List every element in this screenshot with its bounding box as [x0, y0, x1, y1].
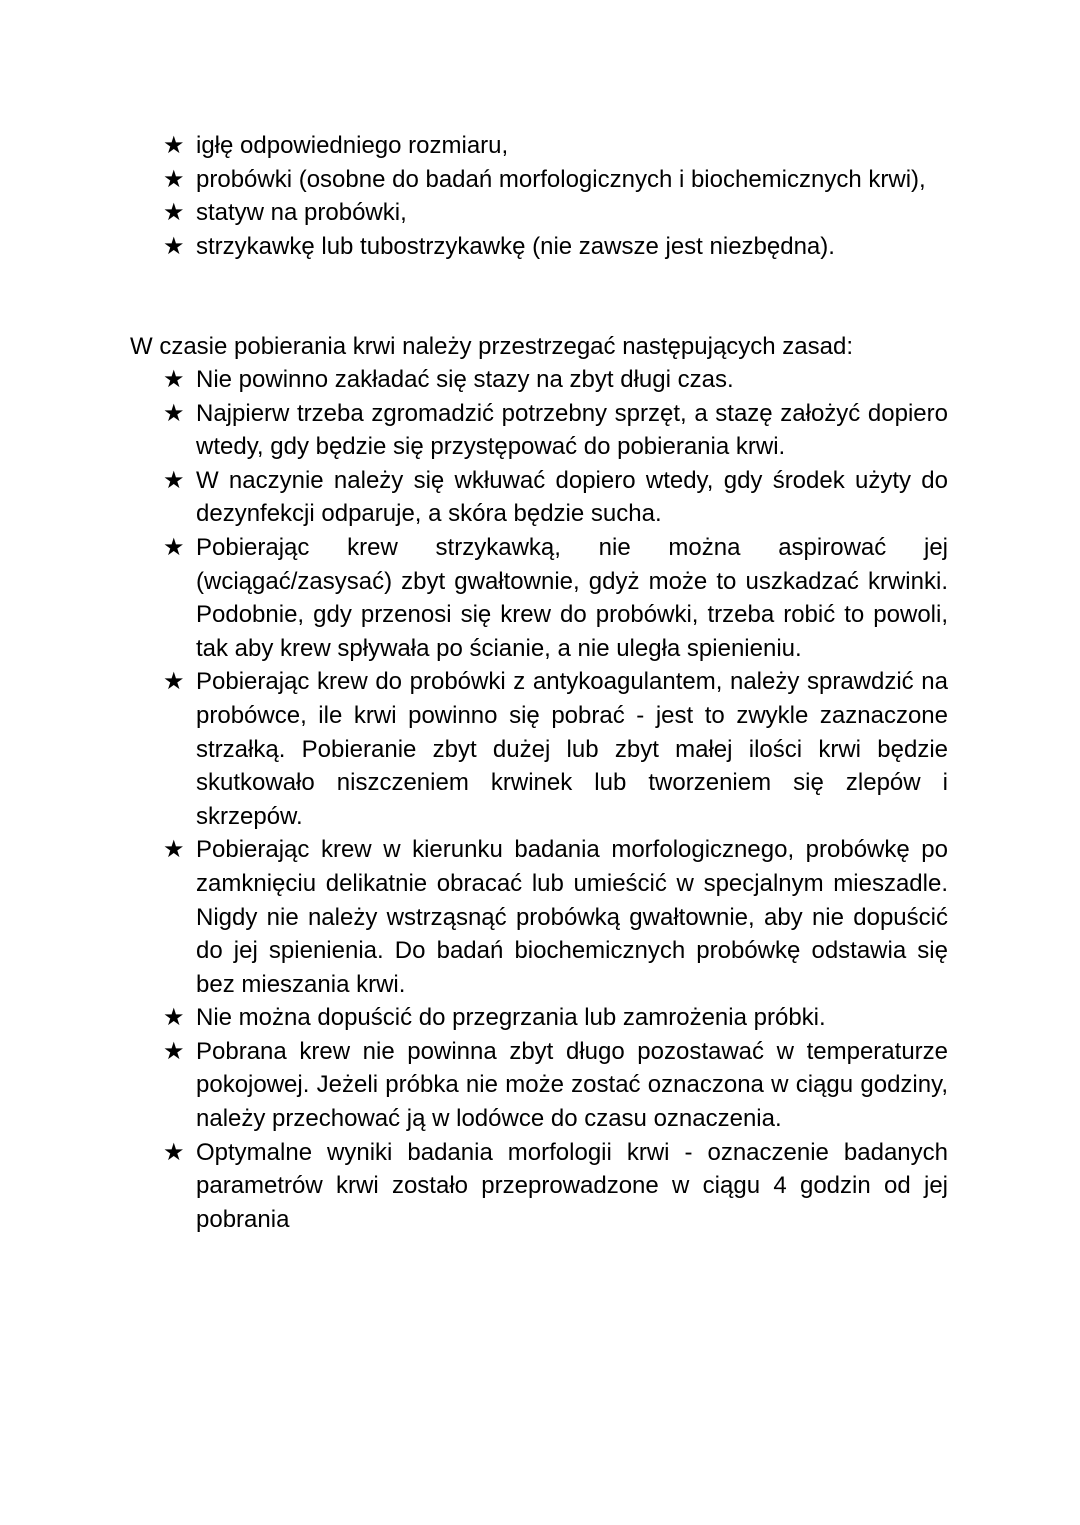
list-item — [163, 230, 948, 264]
list-item — [163, 1001, 948, 1035]
list-item-text: statyw na probówki, — [196, 199, 407, 227]
list-item-text: W naczynie należy się wkłuwać dopiero wtedy, gdy środek użyty do dezynfekcji odparuje, a skóra będzie sucha. — [196, 466, 948, 528]
list-item — [163, 397, 948, 464]
star-bullet-icon: ★ — [163, 1037, 185, 1065]
list-item-text: Pobierając krew w kierunku badania morfologicznego, probówkę po zamknięciu delikatnie obracać lub umieścić w specjalnym mieszadle. Nigdy nie należy wstrząsnąć probówką gwałtownie, aby nie dopuścić do jej spienienia. Do badań biochemicznych probówkę odstawia się bez mieszania krwi. — [196, 836, 948, 998]
list-item — [163, 363, 948, 397]
list-item-text: Pobierając krew do probówki z antykoagulantem, należy sprawdzić na probówce, ile krwi powinno się pobrać - jest to zwykle zaznaczone strzałką. Pobieranie zbyt dużej lub zbyt małej ilości krwi będzie skutkowało niszczeniem krwinek lub tworzeniem się zlepów i skrzepów. — [196, 668, 948, 830]
star-bullet-icon: ★ — [163, 668, 185, 696]
list-item-text: Pobrana krew nie powinna zbyt długo pozostawać w temperaturze pokojowej. Jeżeli próbka nie może zostać oznaczona w ciągu godziny, należy przechować ją w lodówce do czasu oznaczenia. — [196, 1037, 948, 1133]
star-bullet-icon: ★ — [163, 533, 185, 561]
list-item — [163, 833, 948, 1001]
list-item-text: Nie można dopuścić do przegrzania lub zamrożenia próbki. — [196, 1004, 826, 1032]
star-bullet-icon: ★ — [163, 399, 185, 427]
star-bullet-icon: ★ — [163, 199, 185, 227]
star-bullet-icon: ★ — [163, 1138, 185, 1166]
star-bullet-icon: ★ — [163, 165, 185, 193]
list-item-text: probówki (osobne do badań morfologicznych i biochemicznych krwi), — [196, 165, 926, 193]
list-item — [163, 531, 948, 665]
equipment-list — [163, 129, 948, 263]
list-item — [163, 163, 948, 197]
list-item-text: Pobierając krew strzykawką, nie można aspirować jej (wciągać/zasysać) zbyt gwałtownie, gdyż może to uszkadzać krwinki. Podobnie, gdy przenosi się krew do probówki, trzeba robić to powoli, tak aby krew spływała po ścianie, a nie uległa spienieniu. — [196, 533, 948, 662]
list-item — [163, 196, 948, 230]
list-item — [163, 129, 948, 163]
list-item-text: Optymalne wyniki badania morfologii krwi - oznaczenie badanych parametrów krwi zostało przeprowadzone w ciągu 4 godzin od jej pobrania — [196, 1138, 948, 1233]
list-item — [163, 1035, 948, 1136]
star-bullet-icon: ★ — [163, 232, 185, 260]
list-item-text: Nie powinno zakładać się stazy na zbyt długi czas. — [196, 366, 734, 393]
star-bullet-icon: ★ — [163, 466, 185, 494]
star-bullet-icon: ★ — [163, 1004, 185, 1032]
list-item-text: igłę odpowiedniego rozmiaru, — [196, 132, 509, 159]
rules-intro-paragraph: W czasie pobierania krwi należy przestrzegać następujących zasad: — [130, 333, 854, 360]
rules-list — [163, 363, 948, 1236]
list-item-text: strzykawkę lub tubostrzykawkę (nie zawsze jest niezbędna). — [196, 232, 835, 260]
star-bullet-icon: ★ — [163, 836, 185, 864]
list-item-text: Najpierw trzeba zgromadzić potrzebny sprzęt, a stazę założyć dopiero wtedy, gdy będzie się przystępować do pobierania krwi. — [196, 399, 948, 461]
star-bullet-icon: ★ — [163, 366, 185, 393]
list-item — [163, 665, 948, 833]
star-bullet-icon: ★ — [163, 132, 185, 159]
list-item — [163, 464, 948, 531]
list-item — [163, 1136, 948, 1237]
